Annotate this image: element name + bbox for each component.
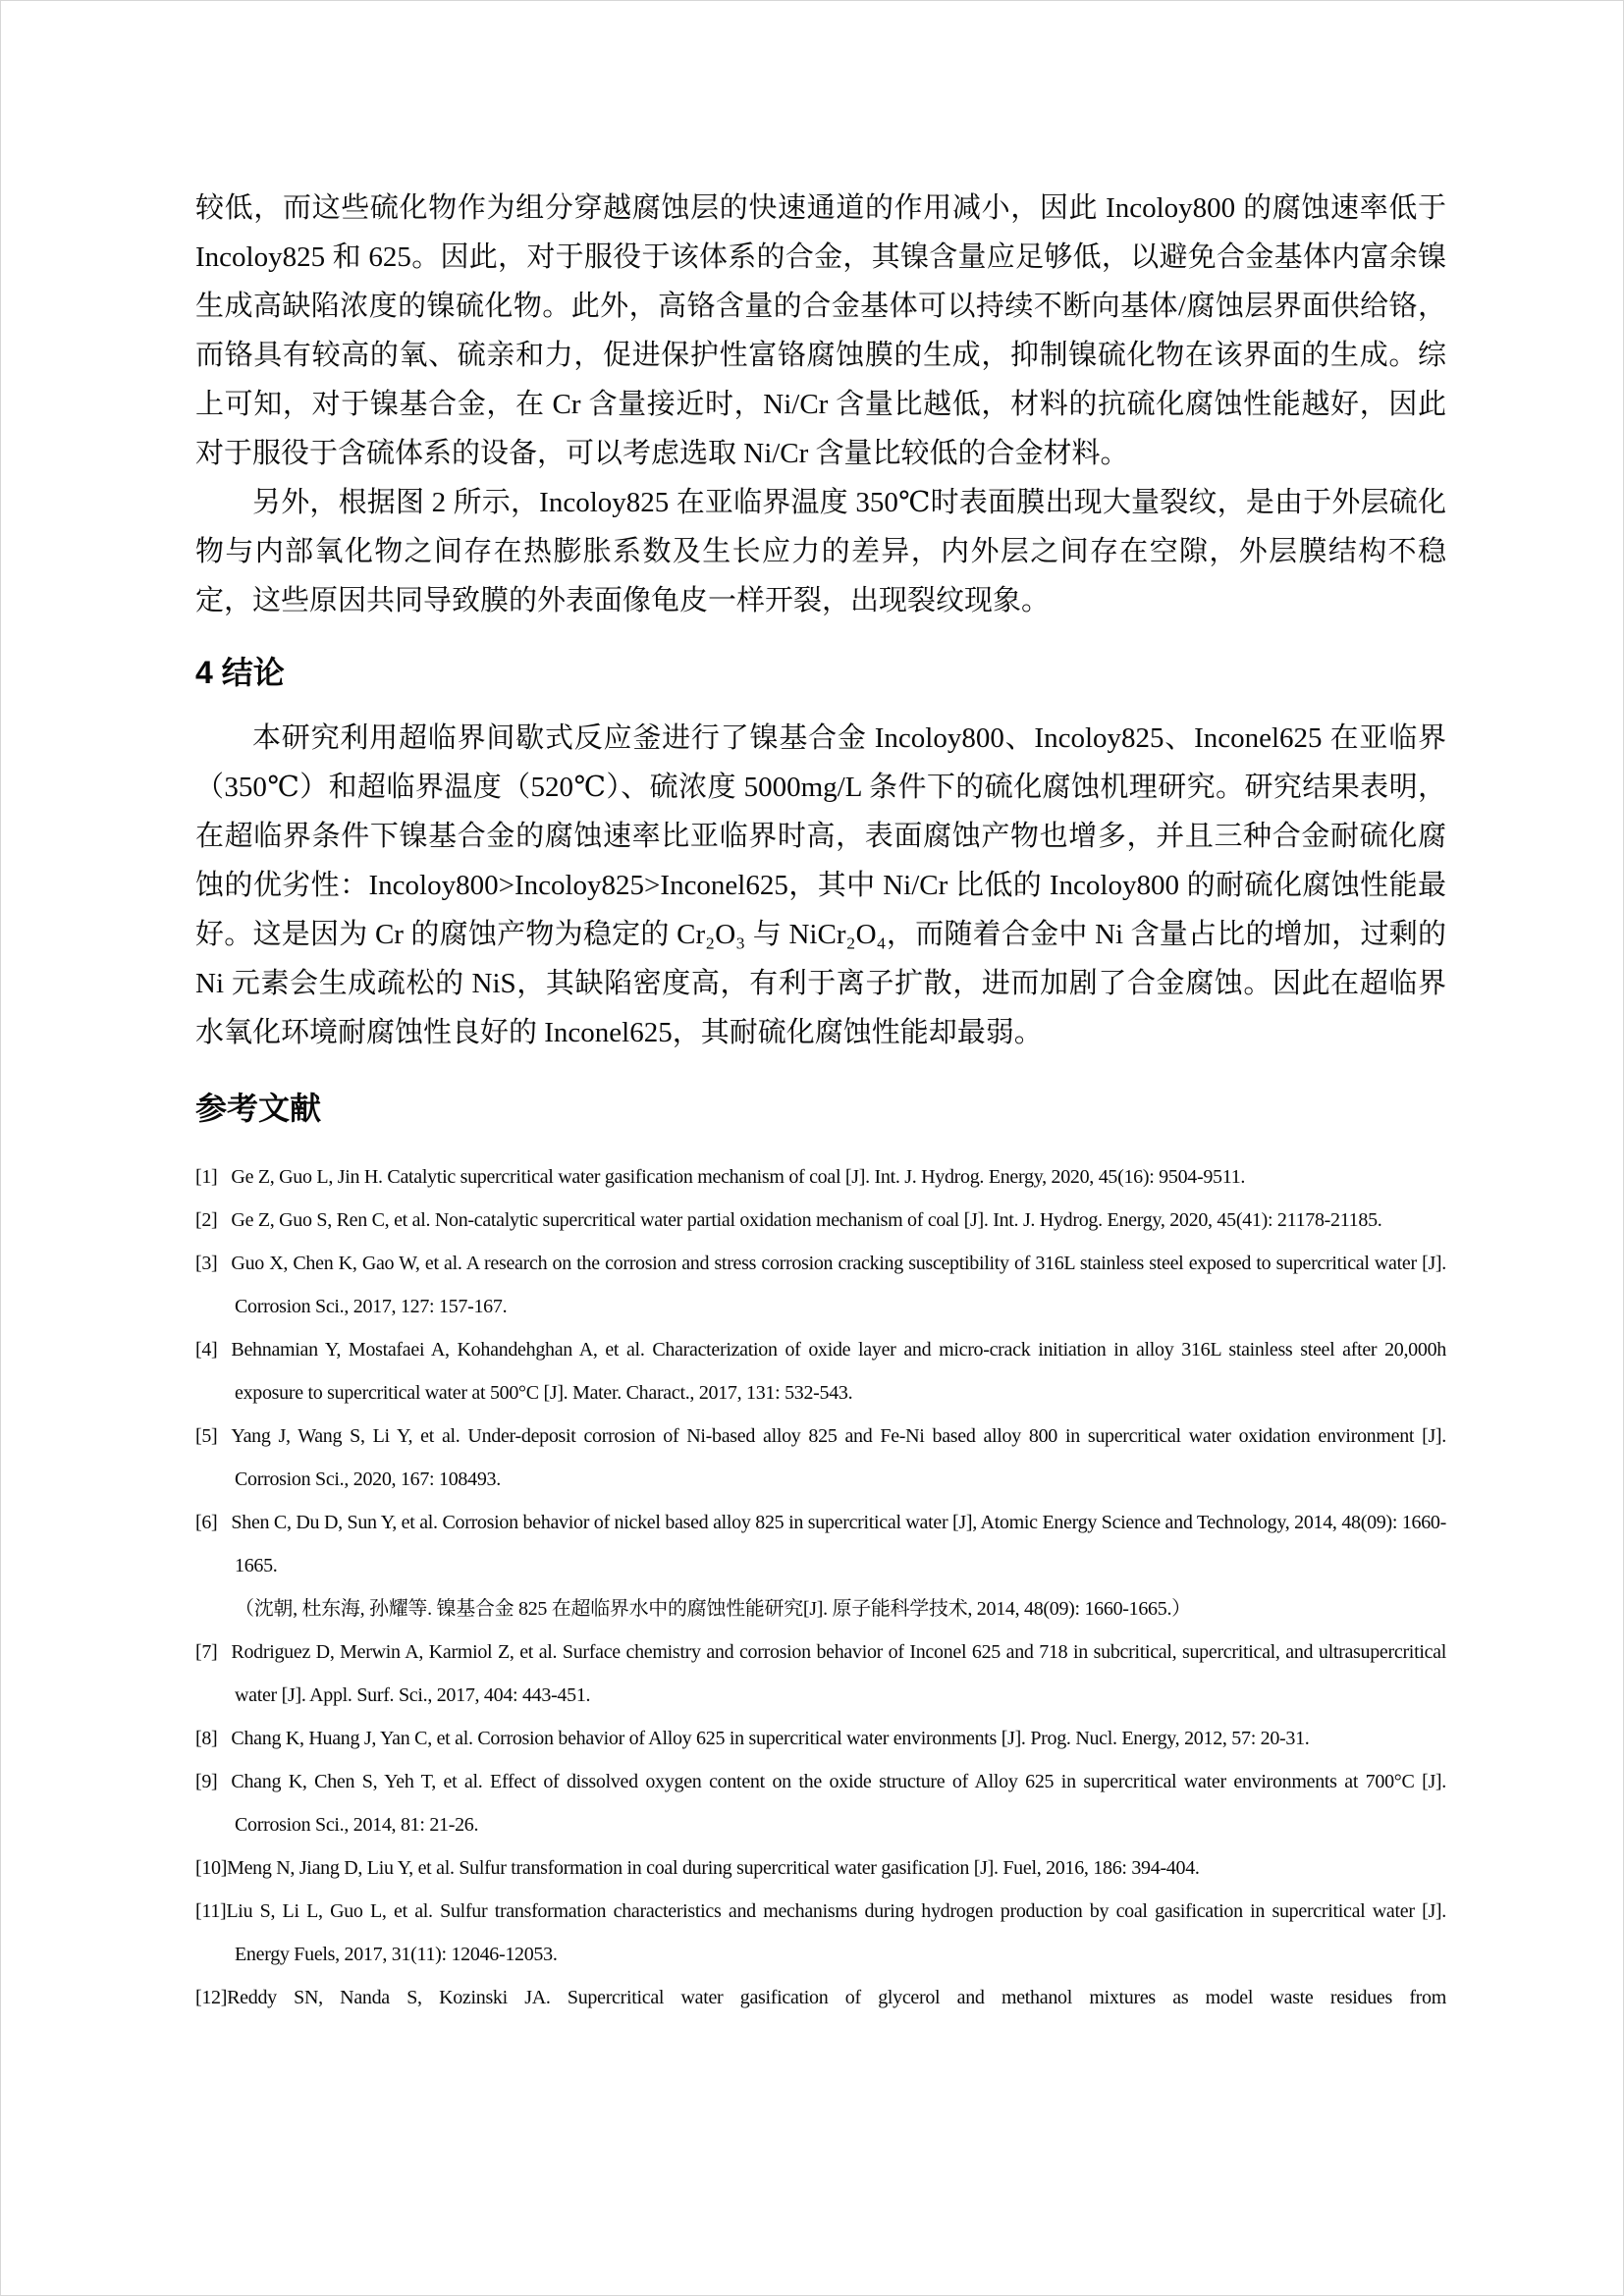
reference-label: [9] (195, 1771, 218, 1792)
reference-label: [8] (195, 1728, 218, 1749)
section-heading-conclusion: 4 结论 (195, 655, 285, 690)
reference-item-12 (195, 1976, 1446, 2019)
reference-label: [7] (195, 1641, 218, 1663)
reference-text: Chang K, Huang J, Yan C, et al. Corrosion behavior of Alloy 625 in supercritical water environments [J]. Prog. Nucl. Energy, 2012, 57: 20-31. (231, 1728, 1310, 1749)
reference-item-5 (195, 1415, 1446, 1501)
paragraph-conclusion: 本研究利用超临界间歇式反应釜进行了镍基合金 Incoloy800、Incoloy825、Inconel625 在亚临界（350℃）和超临界温度（520℃）、硫浓度 5000mg/L 条件下的硫化腐蚀机理研究。研究结果表明，在超临界条件下镍基合金的腐蚀速率比亚临界时高，表面腐蚀产物也增多，并且三种合金耐硫化腐蚀的优劣性：Incoloy800>Incoloy825>Inconel625，其中 Ni/Cr 比低的 Incoloy800 的耐硫化腐蚀性能最好。这是因为 Cr 的腐蚀产物为稳定的 Cr₂O₃ 与 NiCr₂O₄，而随着合金中 Ni 含量占比的增加，过剩的 Ni 元素会生成疏松的 NiS，其缺陷密度高，有利于离子扩散，进而加剧了合金腐蚀。因此在超临界水氧化环境耐腐蚀性良好的 Inconel625，其耐硫化腐蚀性能却最弱。 (195, 722, 1446, 1048)
reference-item-3 (195, 1242, 1446, 1328)
reference-label: [6] (195, 1512, 218, 1533)
reference-text: Ge Z, Guo S, Ren C, et al. Non-catalytic supercritical water partial oxidation mechanism of coal [J]. Int. J. Hydrog. Energy, 2020, 45(41): 21178-21185. (231, 1209, 1382, 1231)
paragraph-discussion-continued: 较低，而这些硫化物作为组分穿越腐蚀层的快速通道的作用减小，因此 Incoloy800 的腐蚀速率低于 Incoloy825 和 625。因此，对于服役于该体系的合金，其镍含量应足够低，以避免合金基体内富余镍生成高缺陷浓度的镍硫化物。此外，高铬含量的合金基体可以持续不断向基体/腐蚀层界面供给铬，而铬具有较高的氧、硫亲和力，促进保护性富铬腐蚀膜的生成，抑制镍硫化物在该界面的生成。综上可知，对于镍基合金，在 Cr 含量接近时，Ni/Cr 含量比越低，材料的抗硫化腐蚀性能越好，因此对于服役于含硫体系的设备，可以考虑选取 Ni/Cr 含量比较低的合金材料。 (195, 192, 1446, 469)
reference-item-7 (195, 1630, 1446, 1717)
reference-text: Reddy SN, Nanda S, Kozinski JA. Supercritical water gasification of glycerol and methanol mixtures as model waste residues from (227, 1987, 1446, 2008)
reference-text: Liu S, Li L, Guo L, et al. Sulfur transformation characteristics and mechanisms during hydrogen production by coal gasification in supercritical water [J]. Energy Fuels, 2017, 31(11): 12046-12053. (226, 1900, 1446, 1965)
reference-text: Meng N, Jiang D, Liu Y, et al. Sulfur transformation in coal during supercritical water gasification [J]. Fuel, 2016, 186: 394-404. (227, 1857, 1200, 1879)
reference-text: Ge Z, Guo L, Jin H. Catalytic supercritical water gasification mechanism of coal [J]. Int. J. Hydrog. Energy, 2020, 45(16): 9504-9511. (231, 1166, 1246, 1188)
reference-item-6 (195, 1501, 1446, 1630)
reference-label: [11] (195, 1900, 227, 1922)
reference-item-9 (195, 1760, 1446, 1846)
reference-translation-note: （沈朝, 杜东海, 孙耀等. 镍基合金 825 在超临界水中的腐蚀性能研究[J]. 原子能科学技术, 2014, 48(09): 1660-1665.） (235, 1598, 1191, 1620)
reference-item-8 (195, 1717, 1446, 1760)
reference-label: [12] (195, 1987, 228, 2008)
paragraph-crack-discussion: 另外，根据图 2 所示，Incoloy825 在亚临界温度 350℃时表面膜出现大量裂纹，是由于外层硫化物与内部氧化物之间存在热膨胀系数及生长应力的差异，内外层之间存在空隙，外层膜结构不稳定，这些原因共同导致膜的外表面像龟皮一样开裂，出现裂纹现象。 (195, 487, 1446, 616)
reference-label: [1] (195, 1166, 218, 1188)
reference-text: Rodriguez D, Merwin A, Karmiol Z, et al. Surface chemistry and corrosion behavior of Inconel 625 and 718 in subcritical, supercritical, and ultrasupercritical water [J]. Appl. Surf. Sci., 2017, 404: 443-451. (231, 1641, 1446, 1706)
reference-item-4 (195, 1328, 1446, 1415)
reference-text: Yang J, Wang S, Li Y, et al. Under-deposit corrosion of Ni-based alloy 825 and Fe-Ni based alloy 800 in supercritical water oxidation environment [J]. Corrosion Sci., 2020, 167: 108493. (231, 1425, 1446, 1490)
reference-label: [4] (195, 1339, 218, 1361)
reference-text: Guo X, Chen K, Gao W, et al. A research on the corrosion and stress corrosion cracking susceptibility of 316L stainless steel exposed to supercritical water [J]. Corrosion Sci., 2017, 127: 157-167. (231, 1253, 1446, 1317)
reference-item-11 (195, 1890, 1446, 1976)
section-heading-references: 参考文献 (195, 1091, 322, 1126)
reference-label: [5] (195, 1425, 218, 1447)
reference-text: Shen C, Du D, Sun Y, et al. Corrosion behavior of nickel based alloy 825 in supercritical water [J], Atomic Energy Science and Technology, 2014, 48(09): 1660-1665. (231, 1512, 1446, 1576)
reference-text: Chang K, Chen S, Yeh T, et al. Effect of dissolved oxygen content on the oxide structure of Alloy 625 in supercritical water environments at 700°C [J]. Corrosion Sci., 2014, 81: 21-26. (231, 1771, 1446, 1836)
reference-label: [3] (195, 1253, 218, 1274)
reference-list (195, 1155, 1446, 2019)
reference-item-2 (195, 1199, 1446, 1242)
reference-item-10 (195, 1846, 1446, 1890)
reference-label: [10] (195, 1857, 228, 1879)
reference-text: Behnamian Y, Mostafaei A, Kohandehghan A, et al. Characterization of oxide layer and micro-crack initiation in alloy 316L stainless steel after 20,000h exposure to supercritical water at 500°C [J]. Mater. Charact., 2017, 131: 532-543. (231, 1339, 1446, 1404)
reference-item-1 (195, 1155, 1446, 1199)
reference-label: [2] (195, 1209, 218, 1231)
